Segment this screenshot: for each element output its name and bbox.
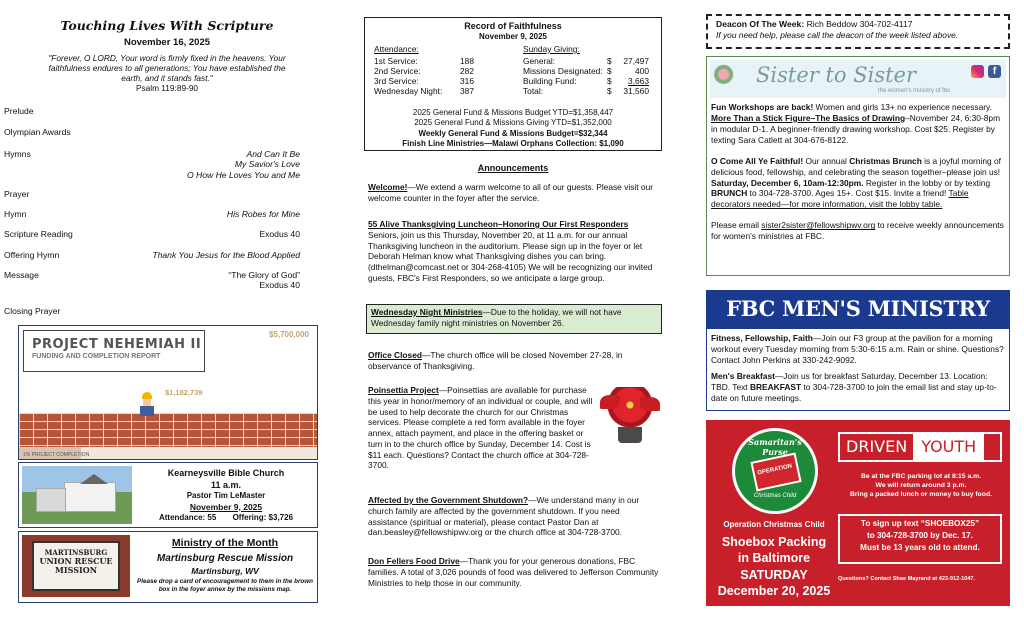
- giving-row: [523, 76, 653, 86]
- sister-workshops: Fun Workshops are back! Women and girls 13+ no experience necessary. More Than a Stick Figure–The Basics of Drawing–November 24, 6:30-8pm in modular D-1. A beginner-friendly drawing workshop. Cost $25. Register by texting Sara Catlett at 304-676-8122.: [711, 102, 1001, 145]
- mom-location: Martinsburg, WV: [191, 565, 259, 576]
- deacon-name: Rich Beddow 304-702-4117: [806, 19, 913, 29]
- poinsettia-icon: [598, 385, 662, 447]
- occ-line-3: Bring a packed lunch or money to buy food.: [850, 491, 992, 499]
- worship-date: November 16, 2025: [123, 36, 211, 48]
- giving-label: Building Fund:: [523, 76, 577, 86]
- occ-signup-box: To sign up text “SHOEBOX25” to 304-728-3700 by Dec. 17. Must be 13 years old to attend.: [838, 514, 1002, 564]
- deacon-label: Deacon Of The Week:: [716, 19, 805, 29]
- sister-logo-sub: the women's ministry of fbc: [878, 88, 951, 94]
- sister-email: Please email sister2sister@fellowshipwv.org to receive weekly announcements for women's ministries at FBC.: [711, 220, 1004, 242]
- instagram-icon[interactable]: [971, 65, 984, 78]
- giving-label: Missions Designated:: [523, 66, 603, 76]
- sister-email-link[interactable]: sister2sister@fellowshipwv.org: [761, 220, 876, 231]
- nehemiah-goal: $5,700,000: [268, 330, 309, 339]
- sister-to-sister: [706, 56, 1010, 276]
- nehemiah-logo: [23, 330, 205, 372]
- mens-ministry-title: FBC MEN'S MINISTRY: [726, 296, 990, 321]
- attendance-list: [374, 56, 504, 96]
- attendance-row: [374, 86, 504, 96]
- currency-symbol: $: [607, 66, 612, 76]
- giving-list: [523, 56, 653, 96]
- hymn-1: And Can It Be: [246, 149, 300, 159]
- table-decorators-link[interactable]: Table decorators needed—for more information, visit the lobby table.: [711, 188, 969, 210]
- nehemiah-subtitle: FUNDING AND COMPLETION REPORT: [32, 353, 161, 361]
- attendance-row: [374, 76, 504, 86]
- occ-shoebox: Shoebox Packing: [721, 535, 827, 549]
- sister-logo: Sister to Sister: [756, 63, 917, 87]
- nehemiah-raised: $1,182,739: [165, 388, 203, 397]
- attendance-label: 3rd Service:: [374, 76, 419, 86]
- attendance-value: 188: [460, 56, 474, 66]
- faith-date: November 9, 2025: [478, 32, 548, 42]
- occ-label: Operation Christmas Child: [723, 520, 825, 529]
- sister-banner: [710, 60, 1006, 98]
- currency-symbol: $: [607, 86, 612, 96]
- ann-food-drive: Don Fellers Food Drive—Thank you for your generous donations, FBC families. A total of 3,026 pounds of food was delivered to Jefferson Community Ministries to help those in our community.: [368, 556, 659, 588]
- giving-value: 3,663: [628, 76, 649, 86]
- mission-sign: [22, 535, 130, 597]
- giving-value: 400: [635, 66, 649, 76]
- occ-line-1: Be at the FBC parking lot at 8:15 a.m.: [860, 473, 982, 480]
- ann-office: Office Closed—The church office will be closed November 27-28, in observance of Thanksgiving.: [368, 350, 623, 371]
- giving-row: [523, 56, 653, 66]
- worker-figure-icon: [137, 392, 157, 416]
- driven-youth-logo: DRIVEN YOUTH: [838, 432, 1002, 462]
- attendance-value: 282: [460, 66, 474, 76]
- worship-verse-ref: Psalm 119:89-90: [135, 82, 199, 93]
- deacon-note: If you need help, please call the deacon of the week listed above.: [716, 29, 959, 40]
- kbc-pastor: Pastor Tim LeMaster: [186, 491, 266, 501]
- church-photo: [22, 466, 132, 524]
- weekly-budget: Weekly General Fund & Missions Budget=$32,344: [418, 128, 608, 138]
- mom-note: Please drop a card of encouragement to them in the brown box in the foyer annex by the missions map.: [137, 578, 313, 594]
- currency-symbol: $: [607, 76, 612, 86]
- currency-symbol: $: [607, 56, 612, 66]
- facebook-icon[interactable]: f: [988, 65, 1001, 78]
- sign-line-1: MARTINSBURG: [44, 548, 108, 557]
- sign-line-2: UNION RESCUE: [39, 556, 113, 567]
- worship-verse: "Forever, O LORD, Your word is firmly fixed in the heavens. Your faithfulness endures to all generations; You have established the earth, and it stands fast.": [48, 52, 286, 83]
- occ-day: SATURDAY: [740, 567, 808, 582]
- budget-ytd: 2025 General Fund & Missions Budget YTD=$1,358,447: [412, 108, 614, 117]
- kearneysville-card: [18, 462, 318, 528]
- ann-shutdown: Affected by the Government Shutdown?—We understand many in our church family are affected by the government shutdown. If you need assistance (spiritual or material), please contact Pastor Dan at dan.beasley@fellowshipwv.org or the church office at 304-728-3700.: [368, 495, 640, 538]
- nehemiah-title: PROJECT NEHEMIAH II: [32, 337, 202, 352]
- operation-christmas-child: [706, 420, 1010, 606]
- occ-date: December 20, 2025: [717, 583, 831, 598]
- giving-row: [523, 66, 653, 76]
- faith-title: Record of Faithfulness: [464, 21, 562, 31]
- attendance-label: Attendance:: [374, 44, 419, 54]
- ann-poinsettia: Poinsettia Project—Poinsettias are available for purchase this year in honor/memory of an individual or couple, and will be used to help decorate the church for our Christmas services. Please complete a red form available in the foyer annex, attach payment, and place in the offering basket or turn in to the church office by Sunday, December 14. Cost is $11 each. Questions? Contact the church office at 304-728-3700.: [368, 385, 593, 471]
- occ-city: in Baltimore: [737, 551, 811, 566]
- record-of-faithfulness: [364, 17, 662, 151]
- finish-line: Finish Line Ministries—Malawi Orphans Collection: $1,090: [402, 139, 624, 149]
- hymn-2: My Savior's Love: [234, 159, 300, 170]
- attendance-row: [374, 66, 504, 76]
- mens-fitness: Fitness, Fellowship, Faith—Join our F3 group at the pavilion for a morning workout every Tuesday morning from 5:30-6:15 a.m. Rain or shine. Questions? Contact John Perkins at 330-242-9092.: [711, 333, 1004, 365]
- attendance-label: 1st Service:: [374, 56, 418, 66]
- kbc-date: November 9, 2025: [189, 501, 263, 512]
- giving-value: 27,497: [623, 56, 649, 66]
- nehemiah-report: [18, 325, 318, 460]
- attendance-label: Wednesday Night:: [374, 86, 443, 96]
- attendance-label: 2nd Service:: [374, 66, 421, 76]
- brick-wall: [19, 413, 317, 447]
- progress-label: 1% PROJECT COMPLETION: [23, 451, 90, 458]
- kbc-name: Kearneysville Bible Church: [167, 468, 285, 478]
- mom-name: Martinsburg Rescue Mission: [156, 553, 294, 565]
- giving-value: 31,560: [623, 86, 649, 96]
- giving-label: Total:: [523, 86, 544, 96]
- deacon-of-week: [706, 14, 1010, 49]
- attendance-value: 387: [460, 86, 474, 96]
- occ-logo-icon: Samaritan's Purse OPERATION Christmas Child: [732, 428, 818, 514]
- occ-contact: Questions? Contact Shae Mayrand at 423-912-1047.: [838, 576, 976, 582]
- mens-ministry-body: [706, 328, 1010, 411]
- attendance-value: 316: [460, 76, 474, 86]
- flower-icon: [714, 64, 738, 90]
- giving-row: [523, 86, 653, 96]
- giving-ytd: 2025 General Fund & Missions Giving YTD=$1,352,000: [414, 118, 612, 128]
- giving-label: Sunday Giving:: [523, 44, 580, 54]
- occ-line-2: We will return around 3 p.m.: [875, 482, 967, 490]
- sister-brunch: O Come All Ye Faithful! Our annual Christmas Brunch is a joyful morning of delicious food, fellowship, and celebrating the season together–please join us! Saturday, December 6, 10am-12:30pm. Register in the lobby or by texting BRUNCH to 304-728-3700. Ages 15+. Cost $15. Invite a friend! Table decorators needed—for more information, visit the lobby table.: [711, 155, 1001, 210]
- hymn-3: O How He Loves You and Me: [186, 169, 300, 180]
- mens-breakfast: Men's Breakfast—Join us for breakfast Saturday, December 13. Location: TBD. Text BREAKFAST to 304-728-3700 to join the email list and stay up-to-date on future meetings.: [711, 370, 997, 403]
- ann-55-alive: 55 Alive Thanksgiving Luncheon–Honoring Our First Responders Seniors, join us this Thursday, November 20, at 11 a.m. for our annual Thanksgiving luncheon in the auditorium. Please sign up in the foyer or let Deborah Helman know what Thanksgiving dishes you can bring. (dthelman@comcast.net or 304-268-4105) We will be recognizing our invited guests, FBC's First Responders, so we anticipate a large group.: [368, 219, 653, 283]
- kbc-offering: Offering: $3,726: [232, 512, 294, 522]
- order-of-worship: [16, 18, 318, 93]
- ann-wednesday: Wednesday Night Ministries—Due to the holiday, we will not have Wednesday family night ministries on November 26.: [366, 304, 662, 334]
- announcements-title: Announcements: [477, 163, 549, 173]
- mens-ministry-header: [706, 290, 1010, 328]
- kbc-time: 11 a.m.: [210, 479, 242, 490]
- ministry-of-month: [18, 531, 318, 603]
- order-message: Message “The Glory of God” Exodus 40: [4, 270, 300, 291]
- giving-label: General:: [523, 56, 556, 66]
- order-hymns: Hymns And Can It Be My Savior's Love O How He Loves You and Me: [4, 149, 300, 180]
- mom-header: Ministry of the Month: [171, 537, 279, 549]
- ann-welcome: Welcome!—We extend a warm welcome to all of our guests. Please visit our welcome counter in the foyer after the service.: [368, 182, 654, 203]
- worship-title: Touching Lives With Scripture: [60, 18, 274, 33]
- kbc-attendance: Attendance: 55: [158, 512, 217, 522]
- attendance-row: [374, 56, 504, 66]
- sign-line-3: MISSION: [55, 565, 97, 576]
